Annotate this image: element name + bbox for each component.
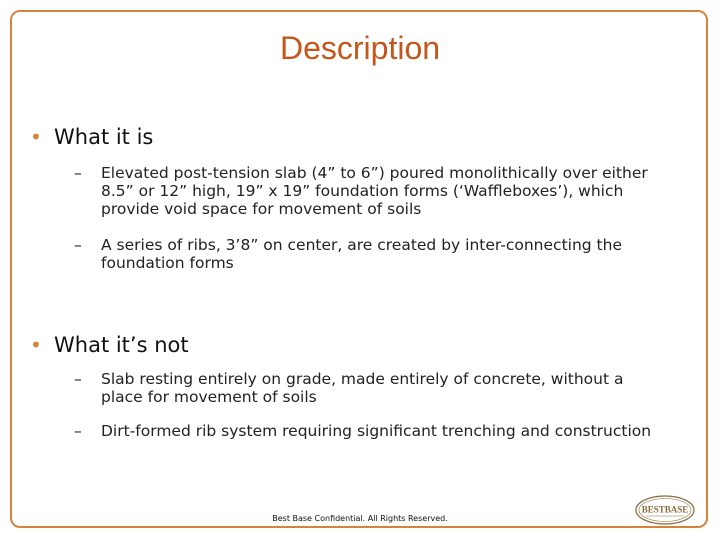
sub-item-line: provide void space for movement of soils bbox=[101, 200, 422, 218]
sub-item-elevated-slab bbox=[74, 164, 648, 218]
sub-item-series-of-ribs bbox=[74, 236, 622, 272]
bullet-what-its-not bbox=[30, 333, 189, 357]
dash-icon: – bbox=[74, 164, 82, 182]
dash-icon: – bbox=[74, 236, 82, 254]
dash-icon: – bbox=[74, 422, 82, 440]
sub-item-dirt-formed-ribs bbox=[74, 422, 651, 440]
logo-text: BESTBASE bbox=[641, 504, 689, 515]
sub-item-line: foundation forms bbox=[101, 254, 234, 272]
sub-item-line: Slab resting entirely on grade, made entirely of concrete, without a bbox=[101, 370, 624, 388]
sub-item-slab-on-grade bbox=[74, 370, 623, 406]
sub-item-line: A series of ribs, 3’8” on center, are created by inter-connecting the bbox=[101, 236, 622, 254]
dash-icon: – bbox=[74, 370, 82, 388]
slide-title: Description bbox=[279, 30, 441, 66]
bullet-icon: • bbox=[30, 333, 42, 357]
sub-item-line: 8.5” or 12” high, 19” x 19” foundation forms (‘Waffleboxes’), which bbox=[101, 182, 624, 200]
bullet-what-it-is bbox=[30, 125, 153, 149]
bullet-icon: • bbox=[30, 125, 42, 149]
bullet-heading: What it’s not bbox=[54, 333, 189, 357]
sub-item-line: place for movement of soils bbox=[101, 388, 317, 406]
bullet-heading: What it is bbox=[54, 125, 154, 149]
bestbase-logo-icon bbox=[634, 494, 696, 526]
sub-item-line: Dirt-formed rib system requiring significant trenching and construction bbox=[101, 422, 652, 440]
footer-text: Best Base Confidential. All Rights Reserved. bbox=[272, 514, 448, 523]
sub-item-line: Elevated post-tension slab (4” to 6”) poured monolithically over either bbox=[101, 164, 648, 182]
